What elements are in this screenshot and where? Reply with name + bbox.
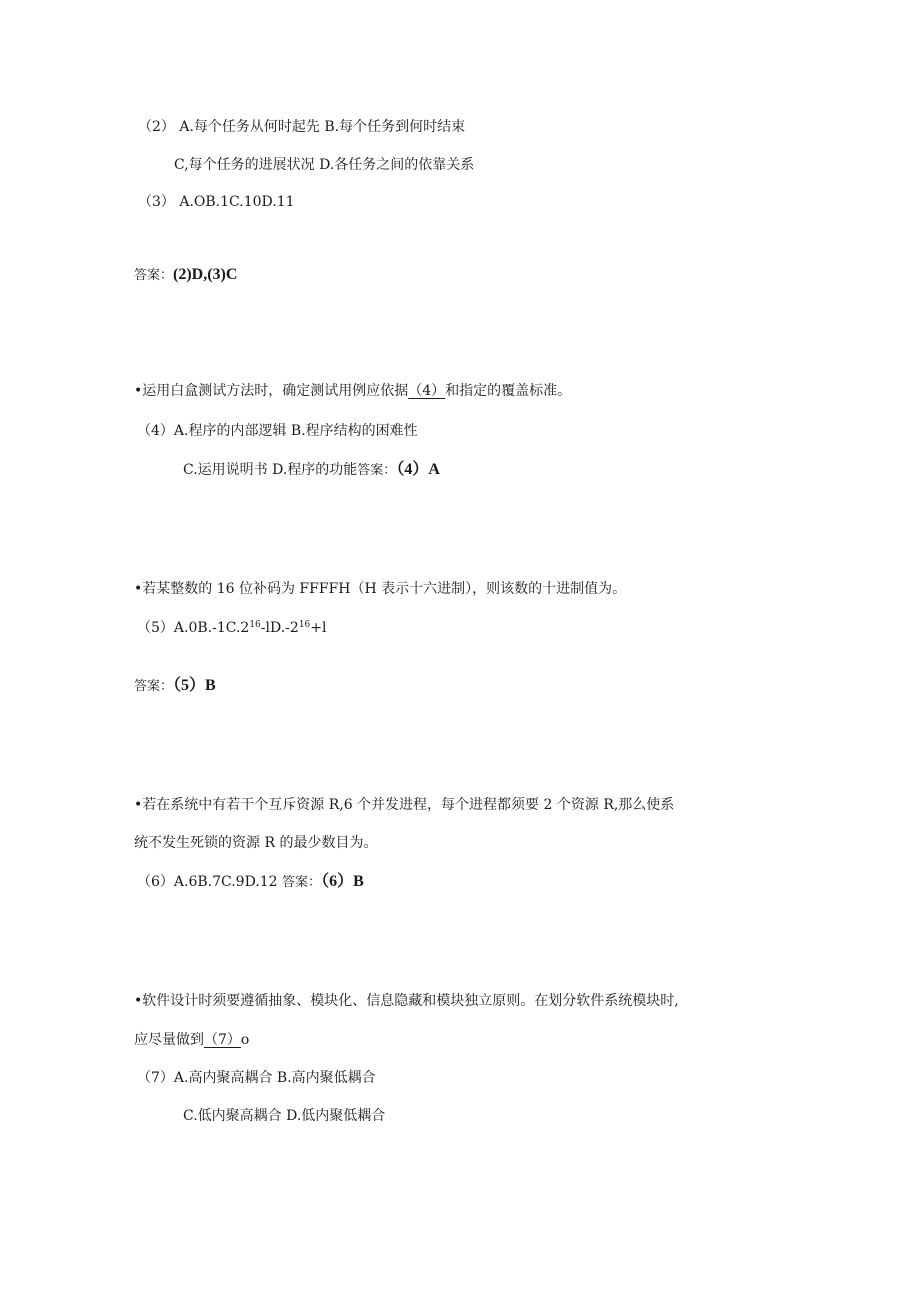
question-4-stem — [134, 381, 571, 401]
question-7-stem-text-1: •软件设计时须要遵循抽象、模块化、信息隐藏和模块独立原则。在划分软件系统模块时, — [134, 993, 679, 1009]
question-5-exponent-1: 16 — [249, 620, 261, 630]
question-6-options — [137, 872, 364, 892]
answer-value: （4）A — [396, 461, 440, 478]
question-6-stem-line2 — [134, 833, 377, 853]
question-5-stem-text: •若某整数的 16 位补码为 FFFFH（H 表示十六进制），则该数的十进制值为。 — [134, 581, 627, 597]
question-7-options-line1 — [137, 1068, 376, 1088]
question-7-options-line2 — [183, 1106, 385, 1126]
question-4-blank: （4） — [408, 383, 446, 399]
question-5-options — [137, 618, 326, 638]
question-5-stem — [134, 579, 626, 599]
question-2-text-1: （2） A.每个任务从何时起先 B.每个任务到何时结束 — [138, 119, 466, 135]
answer-value: （6）B — [321, 873, 364, 890]
question-2-options-line2 — [174, 155, 474, 175]
question-7-options-text-2: C.低内聚高耦合 D.低内聚低耦合 — [183, 1108, 386, 1124]
question-4-options-line2 — [183, 460, 440, 480]
answer-2-3 — [134, 265, 237, 285]
question-4-stem-after: 和指定的覆盖标准。 — [445, 383, 572, 399]
question-4-options-text-2: C.运用说明书 D.程序的功能 — [183, 462, 358, 478]
question-7-stem-before: 应尽量做到 — [134, 1032, 204, 1048]
answer-label: 答案： — [134, 679, 174, 694]
question-7-stem-line1 — [134, 991, 679, 1011]
question-4-options-line1 — [137, 421, 418, 441]
answer-5 — [134, 676, 216, 696]
answer-value: (2)D,(3)C — [173, 266, 238, 283]
question-6-stem-text-2: 统不发生死锁的资源 R 的最少数目为。 — [134, 835, 378, 851]
question-7-stem-after: o — [240, 1032, 250, 1048]
answer-label: 答案： — [357, 463, 397, 478]
question-5-exponent-2: 16 — [298, 620, 311, 630]
question-6-stem-text-1: •若在系统中有若干个互斥资源 R,6 个并发进程，每个进程都须要 2 个资源 R,那么使系 — [134, 797, 675, 813]
question-5-option-mid: -lD.-2 — [260, 620, 299, 636]
question-3-options — [138, 192, 295, 212]
question-5-option-a: （5）A.0B.-1C.2 — [137, 620, 250, 636]
question-2-text-2: C,每个任务的进展状况 D.各任务之间的依靠关系 — [174, 157, 475, 173]
answer-label: 答案： — [282, 875, 322, 890]
question-6-options-text: （6）A.6B.7C.9D.12 — [137, 874, 278, 890]
question-4-stem-before: •运用白盒测试方法时，确定测试用例应依据 — [134, 383, 409, 399]
question-7-stem-line2 — [134, 1030, 249, 1050]
question-5-option-end: +l — [310, 620, 327, 636]
answer-label: 答案： — [134, 268, 174, 283]
question-7-options-text-1: （7）A.高内聚高耦合 B.高内聚低耦合 — [137, 1070, 376, 1086]
question-4-options-text-1: （4）A.程序的内部逻辑 B.程序结构的困难性 — [137, 423, 418, 439]
answer-value: （5）B — [173, 677, 216, 694]
question-2-options-line1 — [138, 117, 465, 137]
question-6-stem-line1 — [134, 795, 674, 815]
question-7-blank: （7） — [204, 1032, 241, 1048]
question-3-text: （3） A.OB.1C.10D.11 — [138, 194, 295, 210]
